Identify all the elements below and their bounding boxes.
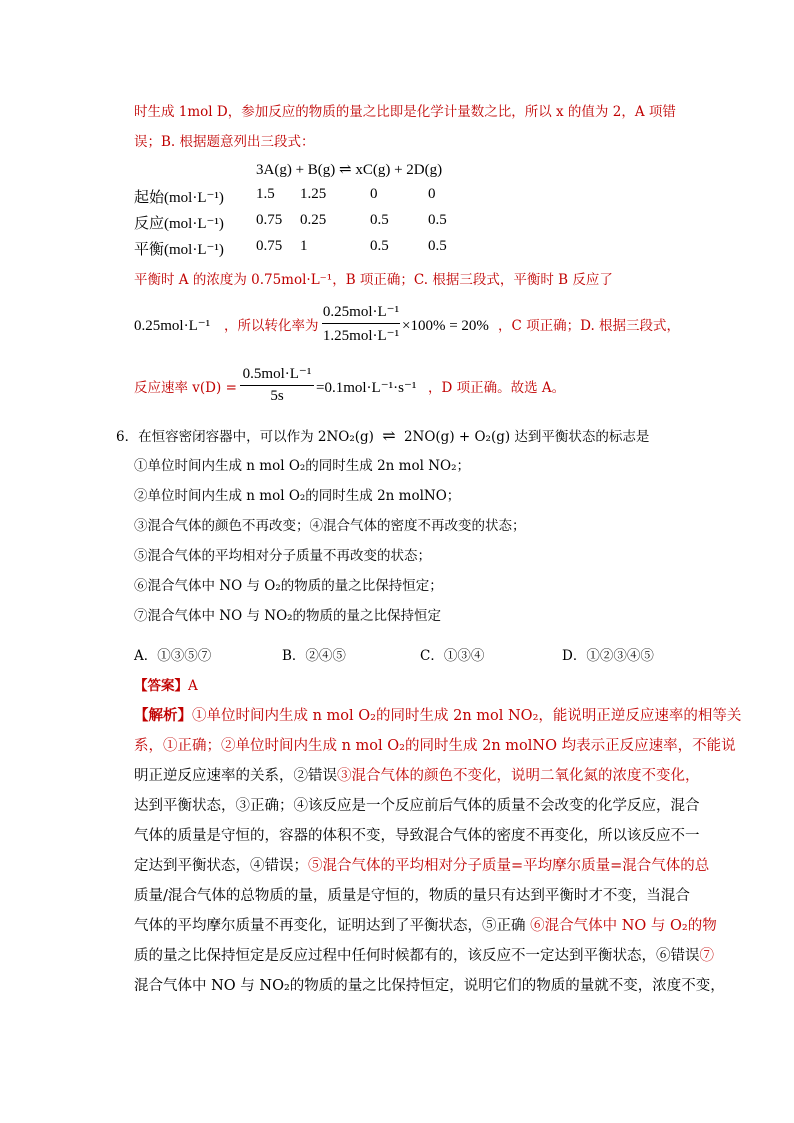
solution-line-1: 时生成 1mol D，参加反应的物质的量之比即是化学计量数之比，所以 x 的值为 2，A 项错 xyxy=(134,104,676,120)
question-item: ②单位时间内生成 n mol O₂的同时生成 2n molNO； xyxy=(134,488,461,504)
table-cell: 0 xyxy=(428,186,436,202)
rate-fraction-bar xyxy=(240,385,314,386)
analysis-text: 定达到平衡状态，④错误； xyxy=(134,858,308,874)
answer-line xyxy=(134,676,198,696)
stem-pre: 6．在恒容密闭容器中，可以作为 2NO₂(g) xyxy=(116,429,374,445)
table-cell: 0.5 xyxy=(428,212,447,228)
analysis-line xyxy=(134,886,690,906)
table-cell: 1.5 xyxy=(256,186,275,202)
conversion-post: ，C 项正确；D. 根据三段式， xyxy=(498,318,681,334)
fraction-bar xyxy=(322,323,400,324)
answer-option[interactable]: D．①②③④⑤ xyxy=(562,648,654,664)
answer-value: A xyxy=(188,678,198,694)
analysis-line xyxy=(134,976,725,996)
analysis-text: 气体的质量是守恒的，容器的体积不变，导致混合气体的密度不再变化，所以该反应不一 xyxy=(134,828,700,844)
analysis-text-highlight: 系，①正确；②单位时间内生成 n mol O₂的同时生成 2n molNO 均表示正反应速率，不能说 xyxy=(134,738,736,754)
question-item: ⑤混合气体的平均相对分子质量不再改变的状态； xyxy=(134,548,431,564)
answer-option[interactable]: A．①③⑤⑦ xyxy=(134,648,212,664)
question-6-stem xyxy=(116,426,649,447)
table-cell: 0.75 xyxy=(256,212,283,228)
answer-option[interactable]: C．①③④ xyxy=(420,648,485,664)
reaction-equation: 3A(g) + B(g) ⇌ xC(g) + 2D(g) xyxy=(256,162,443,178)
analysis-text: 达到平衡状态，③正确；④该反应是一个反应前后气体的质量不会改变的化学反应，混合 xyxy=(134,798,700,814)
fraction-numerator: 0.25mol·L⁻¹ xyxy=(322,304,400,320)
analysis-line xyxy=(134,856,709,876)
equilibrium-arrow-icon: ⇌ xyxy=(382,426,396,445)
analysis-label: 【解析】 xyxy=(134,707,192,724)
question-item: ①单位时间内生成 n mol O₂的同时生成 2n mol NO₂； xyxy=(134,458,470,474)
analysis-text-highlight: ⑦ xyxy=(699,948,714,964)
table-cell: 1 xyxy=(300,238,308,254)
table-cell: 0.75 xyxy=(256,238,283,254)
rate-numerator: 0.5mol·L⁻¹ xyxy=(242,366,312,382)
answer-label: 【答案】 xyxy=(134,678,188,694)
analysis-text-highlight: ⑤混合气体的平均相对分子质量=平均摩尔质量=混合气体的总 xyxy=(308,858,710,874)
conversion-text: ，所以转化率为 xyxy=(224,318,319,334)
table-row-label: 起始(mol·L⁻¹) xyxy=(134,190,224,206)
analysis-line xyxy=(134,706,741,726)
table-row-label: 反应(mol·L⁻¹) xyxy=(134,216,224,232)
analysis-line xyxy=(134,916,717,936)
stem-post: 2NO(g) + O₂(g) 达到平衡状态的标志是 xyxy=(403,429,650,445)
rate-fraction xyxy=(240,364,314,408)
analysis-text: 气体的平均摩尔质量不再变化，证明达到了平衡状态，⑤正确 xyxy=(134,918,526,934)
table-cell: 0.25 xyxy=(300,212,327,228)
analysis-text: 混合气体中 NO 与 NO₂的物质的量之比保持恒定，说明它们的物质的量就不变，浓度不变， xyxy=(134,978,725,994)
rate-denominator: 5s xyxy=(270,388,284,404)
analysis-text: 质量/混合气体的总物质的量，质量是守恒的，物质的量只有达到平衡时才不变，当混合 xyxy=(134,888,690,904)
question-item: ⑦混合气体中 NO 与 NO₂的物质的量之比保持恒定 xyxy=(134,608,442,624)
analysis-line xyxy=(134,946,714,966)
table-cell: 1.25 xyxy=(300,186,327,202)
table-cell: 0.5 xyxy=(370,238,389,254)
analysis-line xyxy=(134,766,700,786)
rate-post: ，D 项正确。故选 A。 xyxy=(428,380,566,396)
analysis-text: 明正逆反应速率的关系，②错误 xyxy=(134,768,337,784)
table-row-label: 平衡(mol·L⁻¹) xyxy=(134,242,224,258)
rate-pre: 反应速率 v(D) = xyxy=(134,380,237,396)
solution-line-3: 平衡时 A 的浓度为 0.75mol·L⁻¹，B 项正确；C. 根据三段式，平衡时 B 反应了 xyxy=(134,272,613,288)
analysis-line xyxy=(134,826,700,846)
solution-line-2: 误；B. 根据题意列出三段式： xyxy=(134,134,315,150)
analysis-line xyxy=(134,736,736,756)
conversion-result: ×100% = 20% xyxy=(402,318,489,334)
analysis-text-highlight: ①单位时间内生成 n mol O₂的同时生成 2n mol NO₂，能说明正逆反应速率的相等关 xyxy=(192,708,742,724)
table-cell: 0.5 xyxy=(370,212,389,228)
rate-result: =0.1mol·L⁻¹·s⁻¹ xyxy=(316,380,417,396)
answer-option[interactable]: B．②④⑤ xyxy=(282,648,346,664)
analysis-line xyxy=(134,796,700,816)
analysis-text-highlight: ⑥混合气体中 NO 与 O₂的物 xyxy=(525,918,717,934)
analysis-text-highlight: ③混合气体的颜色不变化，说明二氧化氮的浓度不变化， xyxy=(337,768,700,784)
table-cell: 0 xyxy=(370,186,378,202)
question-item: ③混合气体的颜色不再改变；④混合气体的密度不再改变的状态； xyxy=(134,518,526,534)
conversion-pre: 0.25mol·L⁻¹ xyxy=(134,318,211,334)
analysis-text: 质的量之比保持恒定是反应过程中任何时候都有的，该反应不一定达到平衡状态，⑥错误 xyxy=(134,948,700,964)
table-cell: 0.5 xyxy=(428,238,447,254)
conversion-fraction xyxy=(322,302,400,346)
question-item: ⑥混合气体中 NO 与 O₂的物质的量之比保持恒定； xyxy=(134,578,443,594)
fraction-denominator: 1.25mol·L⁻¹ xyxy=(322,328,400,344)
